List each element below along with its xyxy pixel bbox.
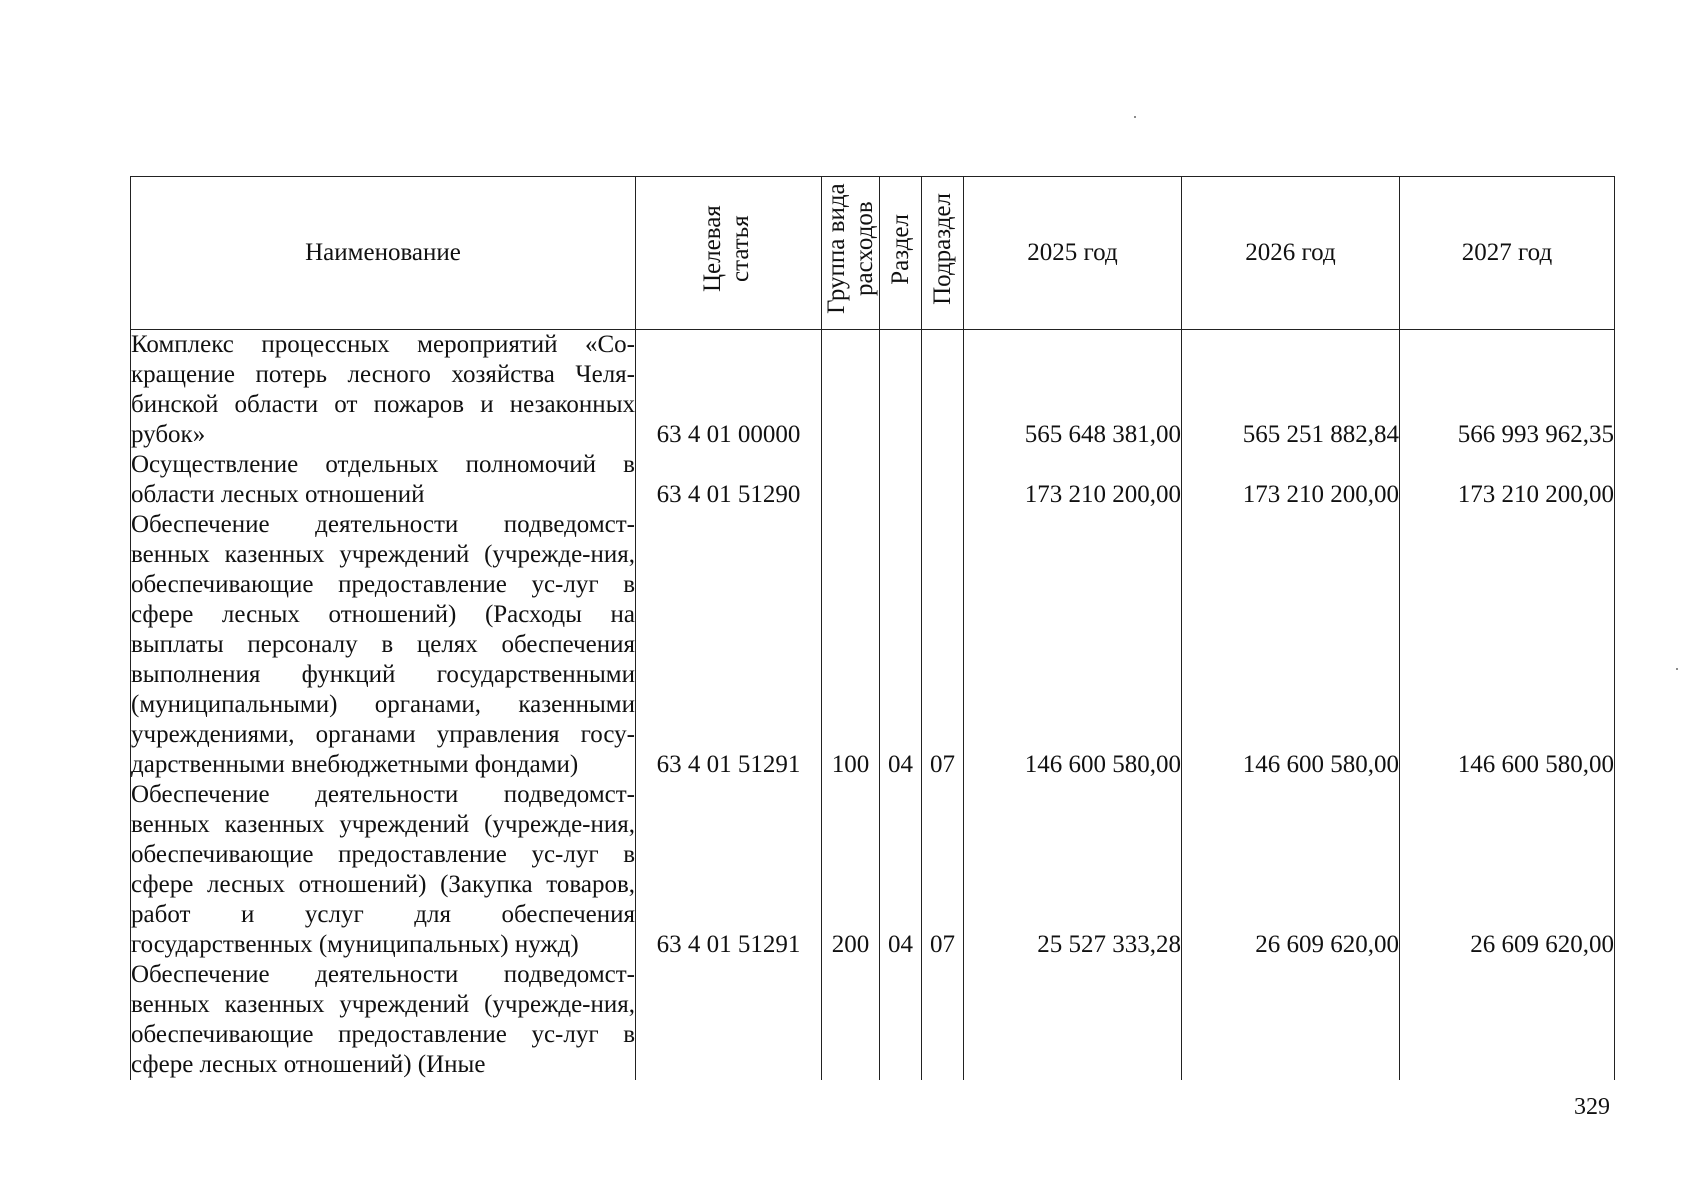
row-2025: 173 210 200,00 bbox=[964, 450, 1182, 510]
page-number: 329 bbox=[1574, 1094, 1610, 1120]
row-section bbox=[880, 330, 922, 451]
row-group: 200 bbox=[822, 780, 880, 960]
table-row bbox=[131, 510, 1615, 780]
header-2027: 2027 год bbox=[1400, 177, 1615, 330]
row-group bbox=[822, 330, 880, 451]
row-2027: 146 600 580,00 bbox=[1400, 510, 1615, 780]
row-2027: 26 609 620,00 bbox=[1400, 780, 1615, 960]
table-row bbox=[131, 960, 1615, 1080]
row-subsection bbox=[922, 330, 964, 451]
header-name: Наименование bbox=[131, 177, 636, 330]
row-name: Обеспечение деятельности подведомст-венных казенных учреждений (учрежде-ния, обеспечивающие предоставление ус-луг в сфере лесных отношений) (Расходы на выплаты персоналу в целях обеспечения выполнения функций государственными (муниципальными) органами, казенными учреждениями, органами управления госу-дарственными внебюджетными фондами) bbox=[131, 511, 635, 778]
header-section: Раздел bbox=[880, 177, 922, 330]
row-subsection: 07 bbox=[922, 510, 964, 780]
row-name: Обеспечение деятельности подведомст-венных казенных учреждений (учрежде-ния, обеспечивающие предоставление ус-луг в сфере лесных отношений) (Иные bbox=[131, 961, 635, 1078]
scan-speck bbox=[1134, 116, 1136, 118]
budget-table bbox=[130, 176, 1615, 1080]
row-2026: 146 600 580,00 bbox=[1182, 510, 1400, 780]
row-group: 100 bbox=[822, 510, 880, 780]
row-subsection: 07 bbox=[922, 780, 964, 960]
header-2025: 2025 год bbox=[964, 177, 1182, 330]
row-2026: 26 609 620,00 bbox=[1182, 780, 1400, 960]
table-header-row bbox=[131, 177, 1615, 330]
row-2025: 25 527 333,28 bbox=[964, 780, 1182, 960]
row-2027 bbox=[1400, 960, 1615, 1080]
header-subsection: Подраздел bbox=[922, 177, 964, 330]
row-name: Обеспечение деятельности подведомст-венных казенных учреждений (учрежде-ния, обеспечивающие предоставление ус-луг в сфере лесных отношений) (Закупка товаров, работ и услуг для обеспечения государственных (муниципальных) нужд) bbox=[131, 781, 635, 958]
row-target: 63 4 01 51290 bbox=[636, 450, 822, 510]
row-2026: 173 210 200,00 bbox=[1182, 450, 1400, 510]
header-group: Группа вида расходов bbox=[822, 177, 880, 330]
row-2026: 565 251 882,84 bbox=[1182, 330, 1400, 451]
row-target bbox=[636, 960, 822, 1080]
row-section bbox=[880, 960, 922, 1080]
row-2027: 566 993 962,35 bbox=[1400, 330, 1615, 451]
row-2025: 146 600 580,00 bbox=[964, 510, 1182, 780]
row-section: 04 bbox=[880, 510, 922, 780]
header-target: Целевая статья bbox=[636, 177, 822, 330]
row-2027: 173 210 200,00 bbox=[1400, 450, 1615, 510]
header-2026: 2026 год bbox=[1182, 177, 1400, 330]
row-section bbox=[880, 450, 922, 510]
row-target: 63 4 01 51291 bbox=[636, 510, 822, 780]
row-2025 bbox=[964, 960, 1182, 1080]
table-row bbox=[131, 450, 1615, 510]
table-row bbox=[131, 780, 1615, 960]
row-2025: 565 648 381,00 bbox=[964, 330, 1182, 451]
row-subsection bbox=[922, 960, 964, 1080]
row-subsection bbox=[922, 450, 964, 510]
row-2026 bbox=[1182, 960, 1400, 1080]
row-group bbox=[822, 450, 880, 510]
row-name: Комплекс процессных мероприятий «Со-кращение потерь лесного хозяйства Челя-бинской области от пожаров и незаконных рубок» bbox=[131, 331, 635, 448]
row-target: 63 4 01 51291 bbox=[636, 780, 822, 960]
table-row bbox=[131, 330, 1615, 451]
scan-speck bbox=[1676, 668, 1678, 670]
row-name: Осуществление отдельных полномочий в области лесных отношений bbox=[131, 451, 635, 508]
row-group bbox=[822, 960, 880, 1080]
row-target: 63 4 01 00000 bbox=[636, 330, 822, 451]
row-section: 04 bbox=[880, 780, 922, 960]
